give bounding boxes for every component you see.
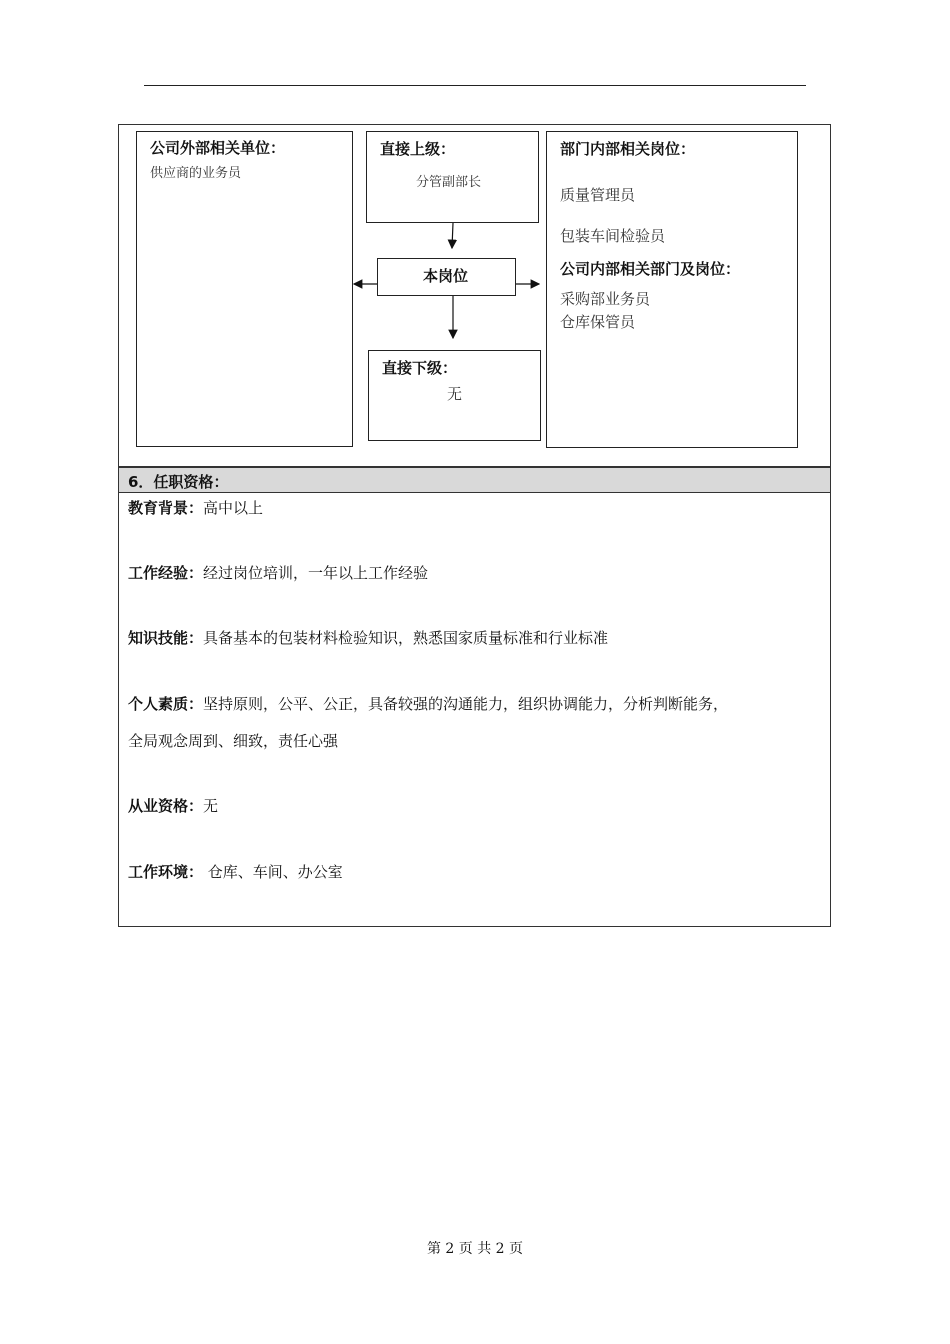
education-row — [128, 497, 263, 518]
license-row — [128, 795, 218, 816]
external-units-title: 公司外部相关单位： — [150, 139, 286, 157]
license-label: 从业资格： — [128, 797, 204, 815]
direct-superior-value: 分管副部长 — [416, 175, 482, 190]
header-rule — [144, 85, 806, 86]
qualifications-heading: 6．任职资格： — [128, 473, 229, 491]
qualities-row-continued — [128, 730, 338, 751]
qualities-value: 坚持原则，公平、公正，具备较强的沟通能力，组织协调能力，分析判断能务， — [203, 695, 729, 713]
external-unit-item: 供应商的业务员 — [150, 166, 242, 181]
qualities-row — [128, 693, 728, 714]
qualifications-header-bar — [118, 467, 831, 493]
experience-label: 工作经验： — [128, 564, 204, 582]
direct-superior-title: 直接上级： — [380, 140, 456, 158]
page-footer: 第 2 页 共 2 页 — [426, 1241, 524, 1257]
company-internal-title: 公司内部相关部门及岗位： — [560, 260, 741, 278]
environment-value: 仓库、车间、办公室 — [203, 863, 343, 881]
qualities-label: 个人素质： — [128, 695, 204, 713]
direct-subordinate-value: 无 — [447, 385, 463, 403]
qualities-value-line2: 全局观念周到、细致，责任心强 — [128, 732, 339, 750]
experience-value: 经过岗位培训，一年以上工作经验 — [203, 564, 429, 582]
direct-subordinate-title: 直接下级： — [382, 359, 458, 377]
internal-positions-title: 部门内部相关岗位： — [560, 140, 696, 158]
skills-value: 具备基本的包装材料检验知识，熟悉国家质量标准和行业标准 — [203, 629, 609, 647]
education-label: 教育背景： — [128, 499, 204, 517]
education-value: 高中以上 — [203, 499, 264, 517]
current-position-title: 本岗位 — [423, 267, 469, 285]
skills-label: 知识技能： — [128, 629, 204, 647]
skills-row — [128, 627, 608, 648]
environment-label: 工作环境： — [128, 863, 204, 881]
company-internal-item: 仓库保管员 — [560, 313, 636, 331]
internal-position-item: 质量管理员 — [560, 186, 636, 204]
company-internal-item: 采购部业务员 — [560, 290, 651, 308]
environment-row — [128, 861, 343, 882]
internal-position-item: 包装车间检验员 — [560, 227, 666, 245]
experience-row — [128, 562, 428, 583]
license-value: 无 — [203, 797, 219, 815]
